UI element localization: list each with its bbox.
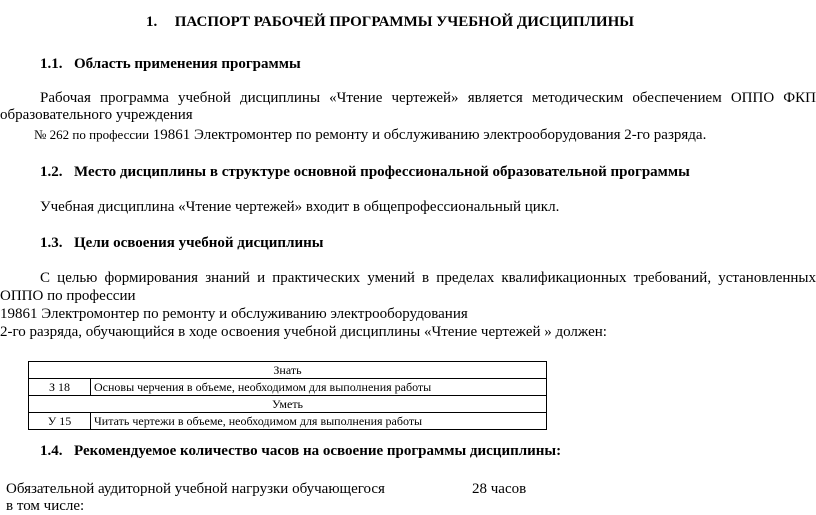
section-1-2-number: 1.2. [40,164,63,180]
section-1-1-line-3 [34,126,706,144]
section-1-3-line-3: 19861 Электромонтер по ремонту и обслуживанию электрооборудования [0,306,468,322]
section-1-1-number: 1.1. [40,56,63,72]
section-1-2-text: Учебная дисциплина «Чтение чертежей» входит в общепрофессиональный цикл. [40,199,560,215]
competency-table [28,361,547,430]
study-load-value: 28 часов [472,481,527,497]
know-header: Знать [29,362,547,379]
know-code-cell: З 18 [29,379,91,396]
section-1-4-number: 1.4. [40,443,63,459]
section-1-number: 1. [146,14,158,30]
section-1-2-title: Место дисциплины в структуре основной профессиональной образовательной программы [74,164,690,180]
profession-description: 19861 Электромонтер по ремонту и обслуживанию электрооборудования 2-го разряда. [149,127,707,143]
section-1-3-line-4: 2-го разряда, обучающийся в ходе освоения учебной дисциплины «Чтение чертежей » должен: [0,324,607,340]
section-1-3-heading [40,235,323,252]
table-header-row [29,396,547,413]
section-1-3-line-2: ОППО по профессии [0,288,136,304]
section-1-3-number: 1.3. [40,235,63,251]
section-1-4-heading [40,443,561,460]
section-1-1-heading [40,56,301,73]
section-1-title: ПАСПОРТ РАБОЧЕЙ ПРОГРАММЫ УЧЕБНОЙ ДИСЦИПЛИНЫ [174,14,634,30]
section-1-1-line-1: Рабочая программа учебной дисциплины «Чтение чертежей» является методическим обеспечением ОППО ФКП [40,90,816,106]
section-1-3-title: Цели освоения учебной дисциплины [74,235,324,251]
profession-number-prefix: № 262 по профессии [34,127,150,142]
section-1-1-line-2: образовательного учреждения [0,107,193,123]
section-1-2-heading [40,164,690,181]
table-row [29,413,547,430]
table-header-row [29,362,547,379]
section-1-3-line-1: С целью формирования знаний и практических умений в пределах квалификационных требований, установленных [40,270,816,286]
section-1-1-title: Область применения программы [74,56,301,72]
section-1-4-title: Рекомендуемое количество часов на освоение программы дисциплины: [74,443,562,459]
can-header: Уметь [29,396,547,413]
table-row [29,379,547,396]
can-text-cell: Читать чертежи в объеме, необходимом для выполнения работы [91,413,547,430]
section-1-heading [146,14,634,31]
study-load-label: Обязательной аудиторной учебной нагрузки обучающегося [6,481,385,497]
know-text-cell: Основы черчения в объеме, необходимом для выполнения работы [91,379,547,396]
can-code-cell: У 15 [29,413,91,430]
including-label: в том числе: [6,498,85,514]
